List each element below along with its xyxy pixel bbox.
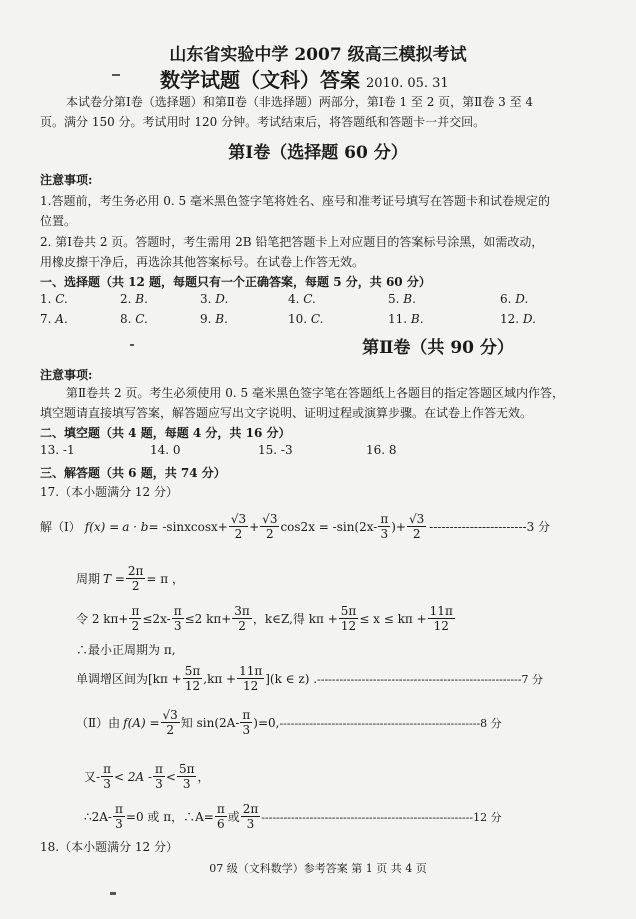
fraction: $\frac{11\pi}{12}$ [239, 664, 263, 693]
fill-answer: 14. 0 [150, 443, 181, 457]
part2-heading: 第Ⅱ卷（共 90 分） [362, 338, 514, 358]
q18-title: 18.（本小题满分 12 分） [40, 840, 178, 854]
mc-answer: 7. A. [40, 312, 68, 326]
expr-text: T = [103, 571, 125, 586]
fraction: $\frac{\pi}{3}$ [115, 802, 123, 831]
exam-date: 2010. 05. 31 [366, 76, 449, 91]
increasing-interval-line [76, 664, 543, 693]
mc-answer: 10. C. [288, 312, 324, 326]
expr-text: )+ [391, 519, 406, 534]
conclusion-line [84, 802, 502, 831]
mc-answer: 1. C. [40, 292, 68, 306]
fraction: $\frac{√3}{2}$ [262, 512, 278, 541]
expr-text: ≤ x ≤ kπ + [359, 611, 427, 626]
scan-mark [112, 74, 120, 76]
expr-text: )=0, [253, 715, 280, 730]
score-mark: -------------------------------------------------------7 分 [317, 672, 543, 686]
solution-line-1 [40, 512, 550, 541]
part1-notes-title: 注意事项: [40, 173, 93, 187]
inequality-line [76, 604, 456, 633]
mc-answer: 8. C. [120, 312, 148, 326]
fraction: $\frac{\pi}{3}$ [380, 512, 389, 541]
fraction: $\frac{√3}{2}$ [230, 512, 247, 541]
fraction: $\frac{\pi}{3}$ [103, 762, 111, 791]
intro-line-2: 页。满分 150 分。考试用时 120 分钟。考试结束后，将答题纸和答题卡一并交回。 [40, 115, 486, 129]
mc-answer: 5. B. [388, 292, 416, 306]
mc-answer: 2. B. [120, 292, 148, 306]
expr-text: 令 2 kπ+ [76, 612, 129, 626]
part1-note1-line2: 位置。 [40, 214, 77, 228]
score-mark: ------------------------------------------------------8 分 [279, 716, 502, 730]
mc-answer: 4. C. [288, 292, 316, 306]
expr-text: < 2A - [113, 769, 152, 784]
fraction: $\frac{√3}{2}$ [162, 708, 178, 737]
mc-answer: 12. D. [500, 312, 536, 326]
part2-note-line1: 第Ⅱ卷共 2 页。考生必须使用 0. 5 毫米黑色签字笔在答题纸上各题目的指定答题区域内作答， [66, 386, 564, 400]
part1-heading: 第Ⅰ卷（选择题 60 分） [228, 143, 408, 163]
mc-answer: 9. B. [200, 312, 228, 326]
solution-part2-line [76, 708, 502, 737]
expr-text: = π ， [146, 572, 184, 586]
fraction: $\frac{\pi}{3}$ [242, 708, 251, 737]
expr-text: = -sinxcosx+ [148, 519, 228, 534]
expr-text: ,kπ + [203, 671, 237, 686]
expr-text: ≤2x- [142, 611, 171, 626]
expr-text: 又- [84, 770, 101, 784]
expr-text: ](k ∈ z) . [265, 671, 318, 686]
subtitle-text: 数学试题（文科）答案 [160, 68, 360, 92]
also-line [84, 762, 210, 791]
mc-answer: 6. D. [500, 292, 529, 306]
part2-notes-title: 注意事项: [40, 368, 93, 382]
expr-text: + [249, 519, 260, 534]
expr-text: =0 或 π，∴A= [125, 810, 214, 824]
fraction: $\frac{11\pi}{12}$ [429, 604, 453, 633]
expr-text: 或 [227, 810, 240, 824]
vector-product: a · b [122, 519, 149, 534]
expr-text: 周期 [76, 572, 101, 586]
q17-title: 17.（本小题满分 12 分） [40, 485, 178, 499]
mc-answer: 3. D. [200, 292, 229, 306]
scan-mark [130, 344, 134, 346]
intro-line-1: 本试卷分第Ⅰ卷（选择题）和第Ⅱ卷（非选择题）两部分，第Ⅰ卷 1 至 2 页，第Ⅱ卷 3 至 4 [66, 95, 534, 109]
part1-note2-line2: 用橡皮擦干净后，再选涂其他答案标号。在试卷上作答无效。 [40, 255, 365, 269]
mc-answer: 11. B. [388, 312, 424, 326]
solution-part1-label: 解（Ⅰ） [40, 520, 81, 534]
expr-text: ， [197, 770, 210, 784]
fraction: $\frac{2\pi}{2}$ [127, 564, 144, 593]
score-mark: ---------------------------------------------------------12 分 [261, 810, 502, 824]
expr-text: < [165, 769, 176, 784]
part1-note1-line1: 1.答题前，考生务必用 0. 5 毫米黑色签字笔将姓名、座号和准考证号填写在答题卡和试卷规定的 [40, 194, 550, 208]
fill-answer: 16. 8 [366, 443, 397, 457]
fraction: $\frac{\pi}{2}$ [131, 604, 140, 633]
scan-mark [110, 892, 116, 895]
part1-note2-line1: 2. 第Ⅰ卷共 2 页。答题时，考生需用 2B 铅笔把答题卡上对应题目的答案标号涂黑，如需改动， [40, 235, 544, 249]
fraction: $\frac{\pi}{6}$ [216, 802, 225, 831]
solution-part2-label: （Ⅱ）由 [76, 716, 121, 730]
expr-text: ，k∈Z,得 kπ + [252, 612, 338, 626]
expr-text: 单调增区间为[kπ + [76, 672, 182, 686]
expr-text: 知 sin(2A- [180, 716, 240, 730]
fx-symbol: f(x) = [84, 519, 120, 534]
expr-text: f(A) = [123, 715, 160, 730]
fraction: $\frac{3\pi}{2}$ [234, 604, 250, 633]
part2-note-line2: 填空题请直接填写答案，解答题应写出文字说明、证明过程或演算步骤。在试卷上作答无效。 [40, 406, 533, 420]
fraction: $\frac{2\pi}{3}$ [242, 802, 259, 831]
exam-title: 山东省实验中学 2007 级高三模拟考试 [169, 45, 467, 65]
exam-subtitle [160, 64, 449, 93]
expr-text: ≤2 kπ+ [184, 611, 232, 626]
page-footer: 07 级（文科数学）参考答案 第 1 页 共 4 页 [209, 862, 427, 875]
fraction: $\frac{5\pi}{3}$ [178, 762, 195, 791]
fill-heading: 二、填空题（共 4 题，每题 4 分，共 16 分） [40, 426, 291, 440]
fraction: $\frac{\pi}{3}$ [155, 762, 163, 791]
fraction: $\frac{5\pi}{12}$ [184, 664, 201, 693]
fraction: $\frac{5\pi}{12}$ [340, 604, 357, 633]
fraction: $\frac{√3}{2}$ [409, 512, 425, 541]
expr-text: cos2x = -sin(2x- [280, 519, 378, 534]
fraction: $\frac{\pi}{3}$ [173, 604, 182, 633]
score-mark: ------------------------3 分 [429, 520, 551, 534]
mc-heading: 一、选择题（共 12 题，每题只有一个正确答案，每题 5 分，共 60 分） [40, 275, 431, 289]
expr-text: ∴2A- [84, 809, 112, 824]
solve-heading: 三、解答题（共 6 题，共 74 分） [40, 466, 226, 480]
period-line [76, 564, 184, 593]
min-period-line: ∴最小正周期为 π, [76, 643, 176, 657]
fill-answer: 15. -3 [258, 443, 293, 457]
fill-answer: 13. -1 [40, 443, 75, 457]
